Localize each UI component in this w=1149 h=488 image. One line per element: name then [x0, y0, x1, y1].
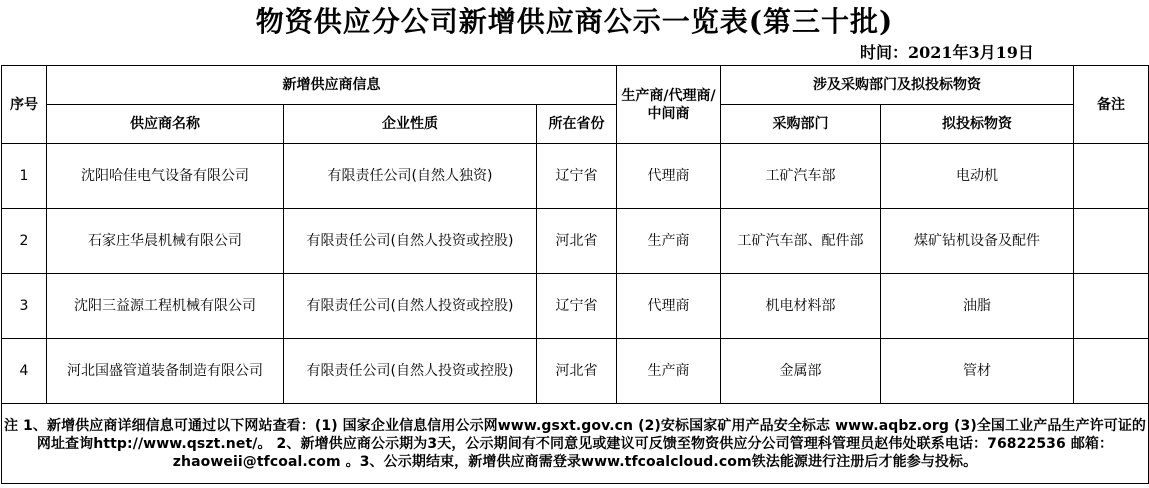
cell-seq: 1: [2, 144, 47, 209]
cell-remarks: [1074, 144, 1149, 209]
cell-purchasing-dept: 工矿汽车部: [721, 144, 881, 209]
cell-producer-type: 代理商: [617, 144, 721, 209]
cell-province: 河北省: [537, 339, 617, 404]
header-supplier-name: 供应商名称: [47, 105, 284, 144]
cell-enterprise-type: 有限责任公司(自然人投资或控股): [284, 274, 537, 339]
cell-producer-type: 生产商: [617, 339, 721, 404]
cell-supplier-name: 河北国盛管道装备制造有限公司: [47, 339, 284, 404]
table-row: [2, 209, 1149, 274]
table-row: [2, 274, 1149, 339]
cell-producer-type: 生产商: [617, 209, 721, 274]
note-row: [2, 404, 1149, 484]
header-enterprise-type: 企业性质: [284, 105, 537, 144]
cell-bid-materials: 电动机: [881, 144, 1074, 209]
cell-seq: 4: [2, 339, 47, 404]
cell-remarks: [1074, 339, 1149, 404]
cell-bid-materials: 管材: [881, 339, 1074, 404]
supplier-table: [1, 65, 1149, 484]
cell-supplier-name: 沈阳哈佳电气设备有限公司: [47, 144, 284, 209]
cell-enterprise-type: 有限责任公司(自然人投资或控股): [284, 209, 537, 274]
footnote: 注 1、新增供应商详细信息可通过以下网站查看：(1) 国家企业信息信用公示网www.gsxt.gov.cn (2)安标国家矿用产品安全标志 www.aqbz.org (3)全国工业产品生产许可证的网址查询http://www.qszt.net/。 2、新增供应商公示期为3天，公示期间有不同意见或建议可反馈至物资供应分公司管理科管理员赵伟处联系电话：76822536 邮箱：zhaoweii@tfcoal.com 。3、公示期结束，新增供应商需登录www.tfcoalcloud.com铁法能源进行注册后才能参与投标。: [2, 404, 1149, 484]
cell-enterprise-type: 有限责任公司(自然人独资): [284, 144, 537, 209]
page-title: 物资供应分公司新增供应商公示一览表(第三十批): [255, 5, 894, 38]
cell-province: 河北省: [537, 209, 617, 274]
table-row: [2, 339, 1149, 404]
header-province: 所在省份: [537, 105, 617, 144]
header-row-2: [2, 105, 1149, 144]
cell-purchasing-dept: 工矿汽车部、配件部: [721, 209, 881, 274]
header-seq: 序号: [2, 66, 47, 144]
cell-bid-materials: 油脂: [881, 274, 1074, 339]
header-dept-materials: 涉及采购部门及拟投标物资: [721, 66, 1074, 105]
cell-seq: 2: [2, 209, 47, 274]
header-producer-type: 生产商/代理商/中间商: [617, 66, 721, 144]
header-bid-materials: 拟投标物资: [881, 105, 1074, 144]
header-supplier-info: 新增供应商信息: [47, 66, 617, 105]
cell-remarks: [1074, 209, 1149, 274]
cell-enterprise-type: 有限责任公司(自然人投资或控股): [284, 339, 537, 404]
cell-purchasing-dept: 金属部: [721, 339, 881, 404]
cell-province: 辽宁省: [537, 144, 617, 209]
cell-supplier-name: 沈阳三益源工程机械有限公司: [47, 274, 284, 339]
header-purchasing-dept: 采购部门: [721, 105, 881, 144]
cell-province: 辽宁省: [537, 274, 617, 339]
header-remarks: 备注: [1074, 66, 1149, 144]
cell-supplier-name: 石家庄华晨机械有限公司: [47, 209, 284, 274]
cell-producer-type: 代理商: [617, 274, 721, 339]
cell-bid-materials: 煤矿钻机设备及配件: [881, 209, 1074, 274]
publish-date: 时间：2021年3月19日: [860, 43, 1034, 62]
cell-seq: 3: [2, 274, 47, 339]
table-row: [2, 144, 1149, 209]
cell-remarks: [1074, 274, 1149, 339]
header-row-1: [2, 66, 1149, 105]
cell-purchasing-dept: 机电材料部: [721, 274, 881, 339]
